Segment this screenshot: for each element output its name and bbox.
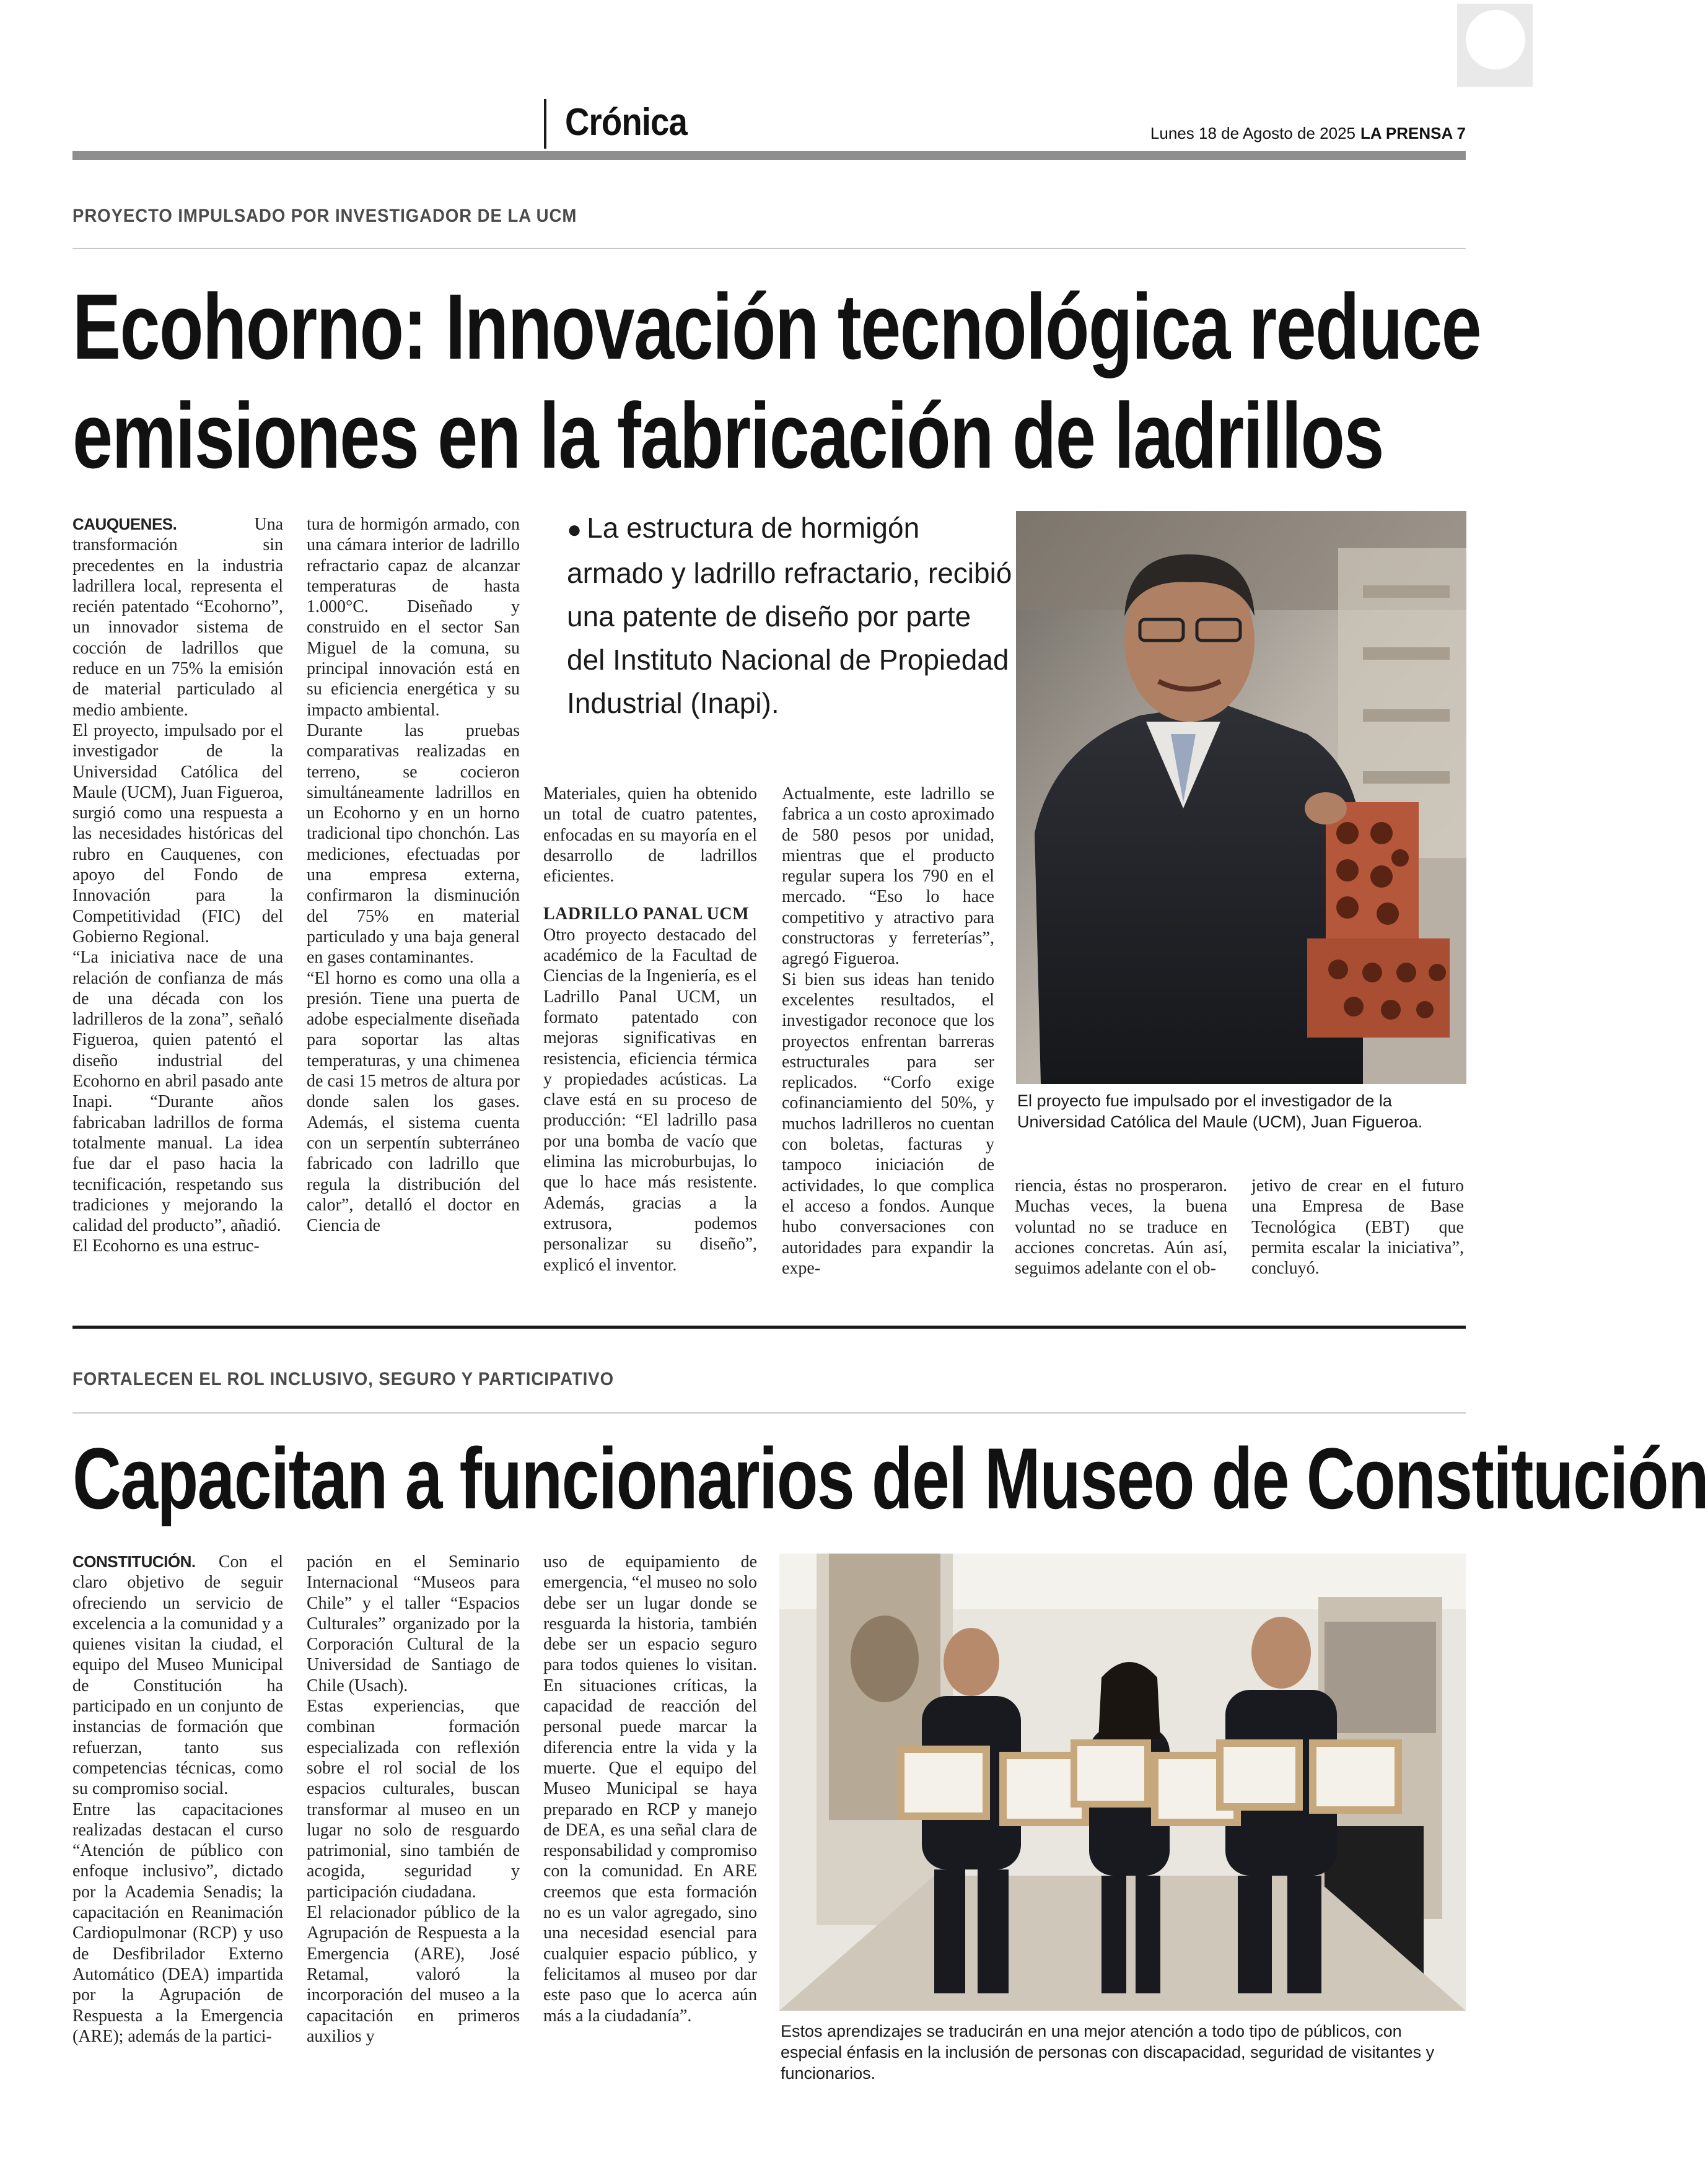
issue-date: Lunes 18 de Agosto de 2025 [1150, 124, 1355, 142]
article2-col1-p2: Entre las capacitaciones realizadas destacan el curso “Atención de público con enfoque inclusivo”, dictado por la Academia Senadis; la capacitación en Reanimación Cardiopulmonar (RCP) y uso de Desfibrilador Externo Automático (DEA) impartida por la Agrupación de Respuesta a la Emergencia (ARE); además de la partici- [72, 1799, 283, 2046]
header-rule [72, 151, 1466, 160]
header-divider [544, 99, 546, 149]
article1-subhead: LADRILLO PANAL UCM [543, 904, 750, 924]
article1-dateline: CAUQUENES. [72, 515, 177, 533]
article1-col2-p3: “El horno es como una olla a presión. Tiene una puerta de adobe especialmente diseñada para soportar las altas temperaturas, y una chimenea de casi 15 metros de altura por donde salen los gases. Además, el sistema cuenta con un serpentín subterráneo fabricado con ladrillo que regula la distribución del calor”, detalló el doctor en Ciencia de [307, 968, 520, 1236]
article1-column-1 [72, 514, 283, 1257]
article1-col2-p1: tura de hormigón armado, con una cámara interior de ladrillo refractario capaz de alcanzar temperaturas de hasta 1.000°C. Diseñado y construido en el sector San Miguel de la comuna, su principal innovación está en su eficiencia energética y su impacto ambiental. [307, 515, 520, 720]
article1-col1-p4: El Ecohorno es una estruc- [72, 1236, 260, 1256]
section-name: Crónica [565, 101, 687, 144]
article1-col4-p1: Actualmente, este ladrillo se fabrica a un costo aproximado de 580 pesos por unidad, mientras que el producto regular supera los 790 en el mercado. “Eso lo hace competitivo y atractivo para constructoras y ferreterías”, agregó Figueroa. [782, 784, 994, 969]
article2-dateline: CONSTITUCIÓN. [72, 1552, 196, 1571]
article2-col2-p3: El relacionador público de la Agrupación de Respuesta a la Emergencia (ARE), José Retamal, valoró la incorporación del museo a la capacitación en primeros auxilios y [307, 1903, 520, 2046]
article2-col2-p1: pación en el Seminario Internacional “Museos para Chile” y el taller “Espacios Culturales” organizado por la Corporación Cultural de la Universidad de Santiago de Chile (Usach). [307, 1552, 520, 1695]
museum-photo-caption: Estos aprendizajes se traducirán en una mejor atención a todo tipo de públicos, con especial énfasis en la inclusión de personas con discapacidad, seguridad de visitantes y funcionarios. [781, 2022, 1435, 2083]
museum-staff-photo [779, 1554, 1466, 2011]
article2-column-2 [307, 1552, 520, 2047]
article2-headline: Capacitan a funcionarios del Museo de Constitución [72, 1430, 1708, 1527]
pull-quote: ● La estructura de hormigón armado y ladrillo refractario, recibió una patente de diseño por parte del Instituto Nacional de Propiedad Industrial (Inapi). [567, 512, 1012, 719]
date-line [1150, 124, 1466, 143]
article2-col1-p1: Con el claro objetivo de seguir ofreciendo un servicio de excelencia a la comunidad y a quienes visitan la ciudad, el equipo del Museo Municipal de Constitución ha participado en un conjunto de instancias de formación que refuerzan, tanto sus competencias técnicas, como su compromiso social. [72, 1552, 283, 1799]
article2-column-3 [543, 1552, 757, 2026]
article2-column-1 [72, 1552, 283, 2047]
article1-column-5 [1015, 1176, 1227, 1279]
article1-column-4 [782, 784, 994, 1279]
article1-col1-p1: Una transformación sin precedentes en la industria ladrillera local, representa el recién patentado “Ecohorno”, un innovador sistema de cocción de ladrillos que reduce en un 75% la emisión de material particulado al medio ambiente. [72, 515, 283, 720]
article2-kicker: FORTALECEN EL ROL INCLUSIVO, SEGURO Y PARTICIPATIVO [72, 1369, 614, 1389]
paper-name: LA PRENSA 7 [1360, 124, 1466, 142]
pull-quote-text: La estructura de hormigón armado y ladrillo refractario, recibió una patente de diseño por parte del Instituto Nacional de Propiedad Industrial (Inapi). [567, 512, 1012, 719]
article2-kicker-rule [72, 1412, 1466, 1414]
article1-col2-p2: Durante las pruebas comparativas realizadas en terreno, se cocieron simultáneamente ladrillos en un Ecohorno y en un horno tradicional tipo chonchón. Las mediciones, efectuadas por una empresa externa, confirmaron la disminución del 75% en material particulado y una baja general en gases contaminantes. [307, 720, 520, 968]
article1-col4-p2: Si bien sus ideas han tenido excelentes resultados, el investigador reconoce que los proyectos enfrentan barreras estructurales para ser replicados. “Corfo exige cofinanciamiento del 50%, y muchos ladrilleros no cuentan con boletas, facturas y tampoco iniciación de actividades, lo que complica el acceso a fondos. Aunque hubo conversaciones con autoridades para expandir la expe- [782, 969, 994, 1278]
article1-column-6 [1251, 1176, 1464, 1279]
article1-column-2 [307, 514, 520, 1236]
article1-headline [72, 273, 1481, 490]
article1-col1-p3: “La iniciativa nace de una relación de confianza de más de una década con los ladrilleros de la zona”, señaló Figueroa, quien patentó el diseño industrial del Ecohorno en abril pasado ante Inapi. “Durante años fabricaban ladrillos de forma totalmente manual. La idea fue dar el paso hacia la tecnificación, respetando sus tradiciones y mejorando la calidad del producto”, añadió. [72, 948, 283, 1236]
article1-col3-p1: Materiales, quien ha obtenido un total de cuatro patentes, enfocadas en su mayoría en el desarrollo de ladrillos eficientes. [543, 784, 757, 886]
article1-kicker: PROYECTO IMPULSADO POR INVESTIGADOR DE LA UCM [72, 206, 577, 226]
article2-col2-p2: Estas experiencias, que combinan formación especializada con reflexión sobre el rol social de los espacios culturales, buscan transformar al museo en un lugar no solo de resguardo patrimonial, sino también de acogida, seguridad y participación ciudadana. [307, 1697, 520, 1902]
article1-col5-p1: riencia, éstas no prosperaron. Muchas veces, la buena voluntad no se traduce en acciones concretas. Aún así, seguimos adelante con el ob- [1015, 1176, 1227, 1279]
researcher-photo-caption: El proyecto fue impulsado por el investigador de la Universidad Católica del Maule (UCM), Juan Figueroa. [1017, 1091, 1423, 1131]
article1-column-3 [543, 784, 757, 1275]
article1-col3-p2: Otro proyecto destacado del académico de la Facultad de Ciencias de la Ingeniería, es el Ladrillo Panal UCM, un formato patentado con mejoras significativas en resistencia, eficiencia térmica y propiedades acústicas. La clave está en su proceso de producción: “El ladrillo pasa por una bomba de vacío que elimina las microburbujas, lo que lo hace más resistente. Además, gracias a la extrusora, podemos personalizar su diseño”, explicó el inventor. [543, 925, 757, 1275]
researcher-photo [1016, 511, 1466, 1084]
corner-mark [1457, 4, 1533, 87]
article1-headline-line1: Ecohorno: Innovación tecnológica reduce [72, 274, 1481, 378]
researcher-photo-art [1016, 511, 1466, 1084]
article1-kicker-rule [72, 248, 1466, 249]
article-separator [72, 1326, 1466, 1329]
museum-staff-photo-art [779, 1554, 1466, 2011]
article2-col3-p1: uso de equipamiento de emergencia, “el museo no solo debe ser un lugar donde se resguarda la historia, también debe ser un espacio seguro para todos quienes lo visitan. En situaciones críticas, la capacidad de reacción del personal puede marcar la diferencia entre la vida y la muerte. Que el equipo del Museo Municipal se haya preparado en RCP y manejo de DEA, es una señal clara de responsabilidad y compromiso con la comunidad. En ARE creemos que esta formación no es un valor agregado, sino una necesidad esencial para cualquier espacio público, y felicitamos al museo por dar este paso que lo acerca aún más a la ciudadanía”. [543, 1552, 757, 2026]
article1-col1-p2: El proyecto, impulsado por el investigador de la Universidad Católica del Maule (UCM), Juan Figueroa, surgió como una respuesta a las necesidades históricas del rubro en Cauquenes, con apoyo del Fondo de Innovación para la Competitividad (FIC) del Gobierno Regional. [72, 720, 283, 947]
article1-col6-p1: jetivo de crear en el futuro una Empresa de Base Tecnológica (EBT) que permita escalar la iniciativa”, concluyó. [1251, 1176, 1464, 1279]
article1-headline-line2: emisiones en la fabricación de ladrillos [72, 383, 1383, 488]
